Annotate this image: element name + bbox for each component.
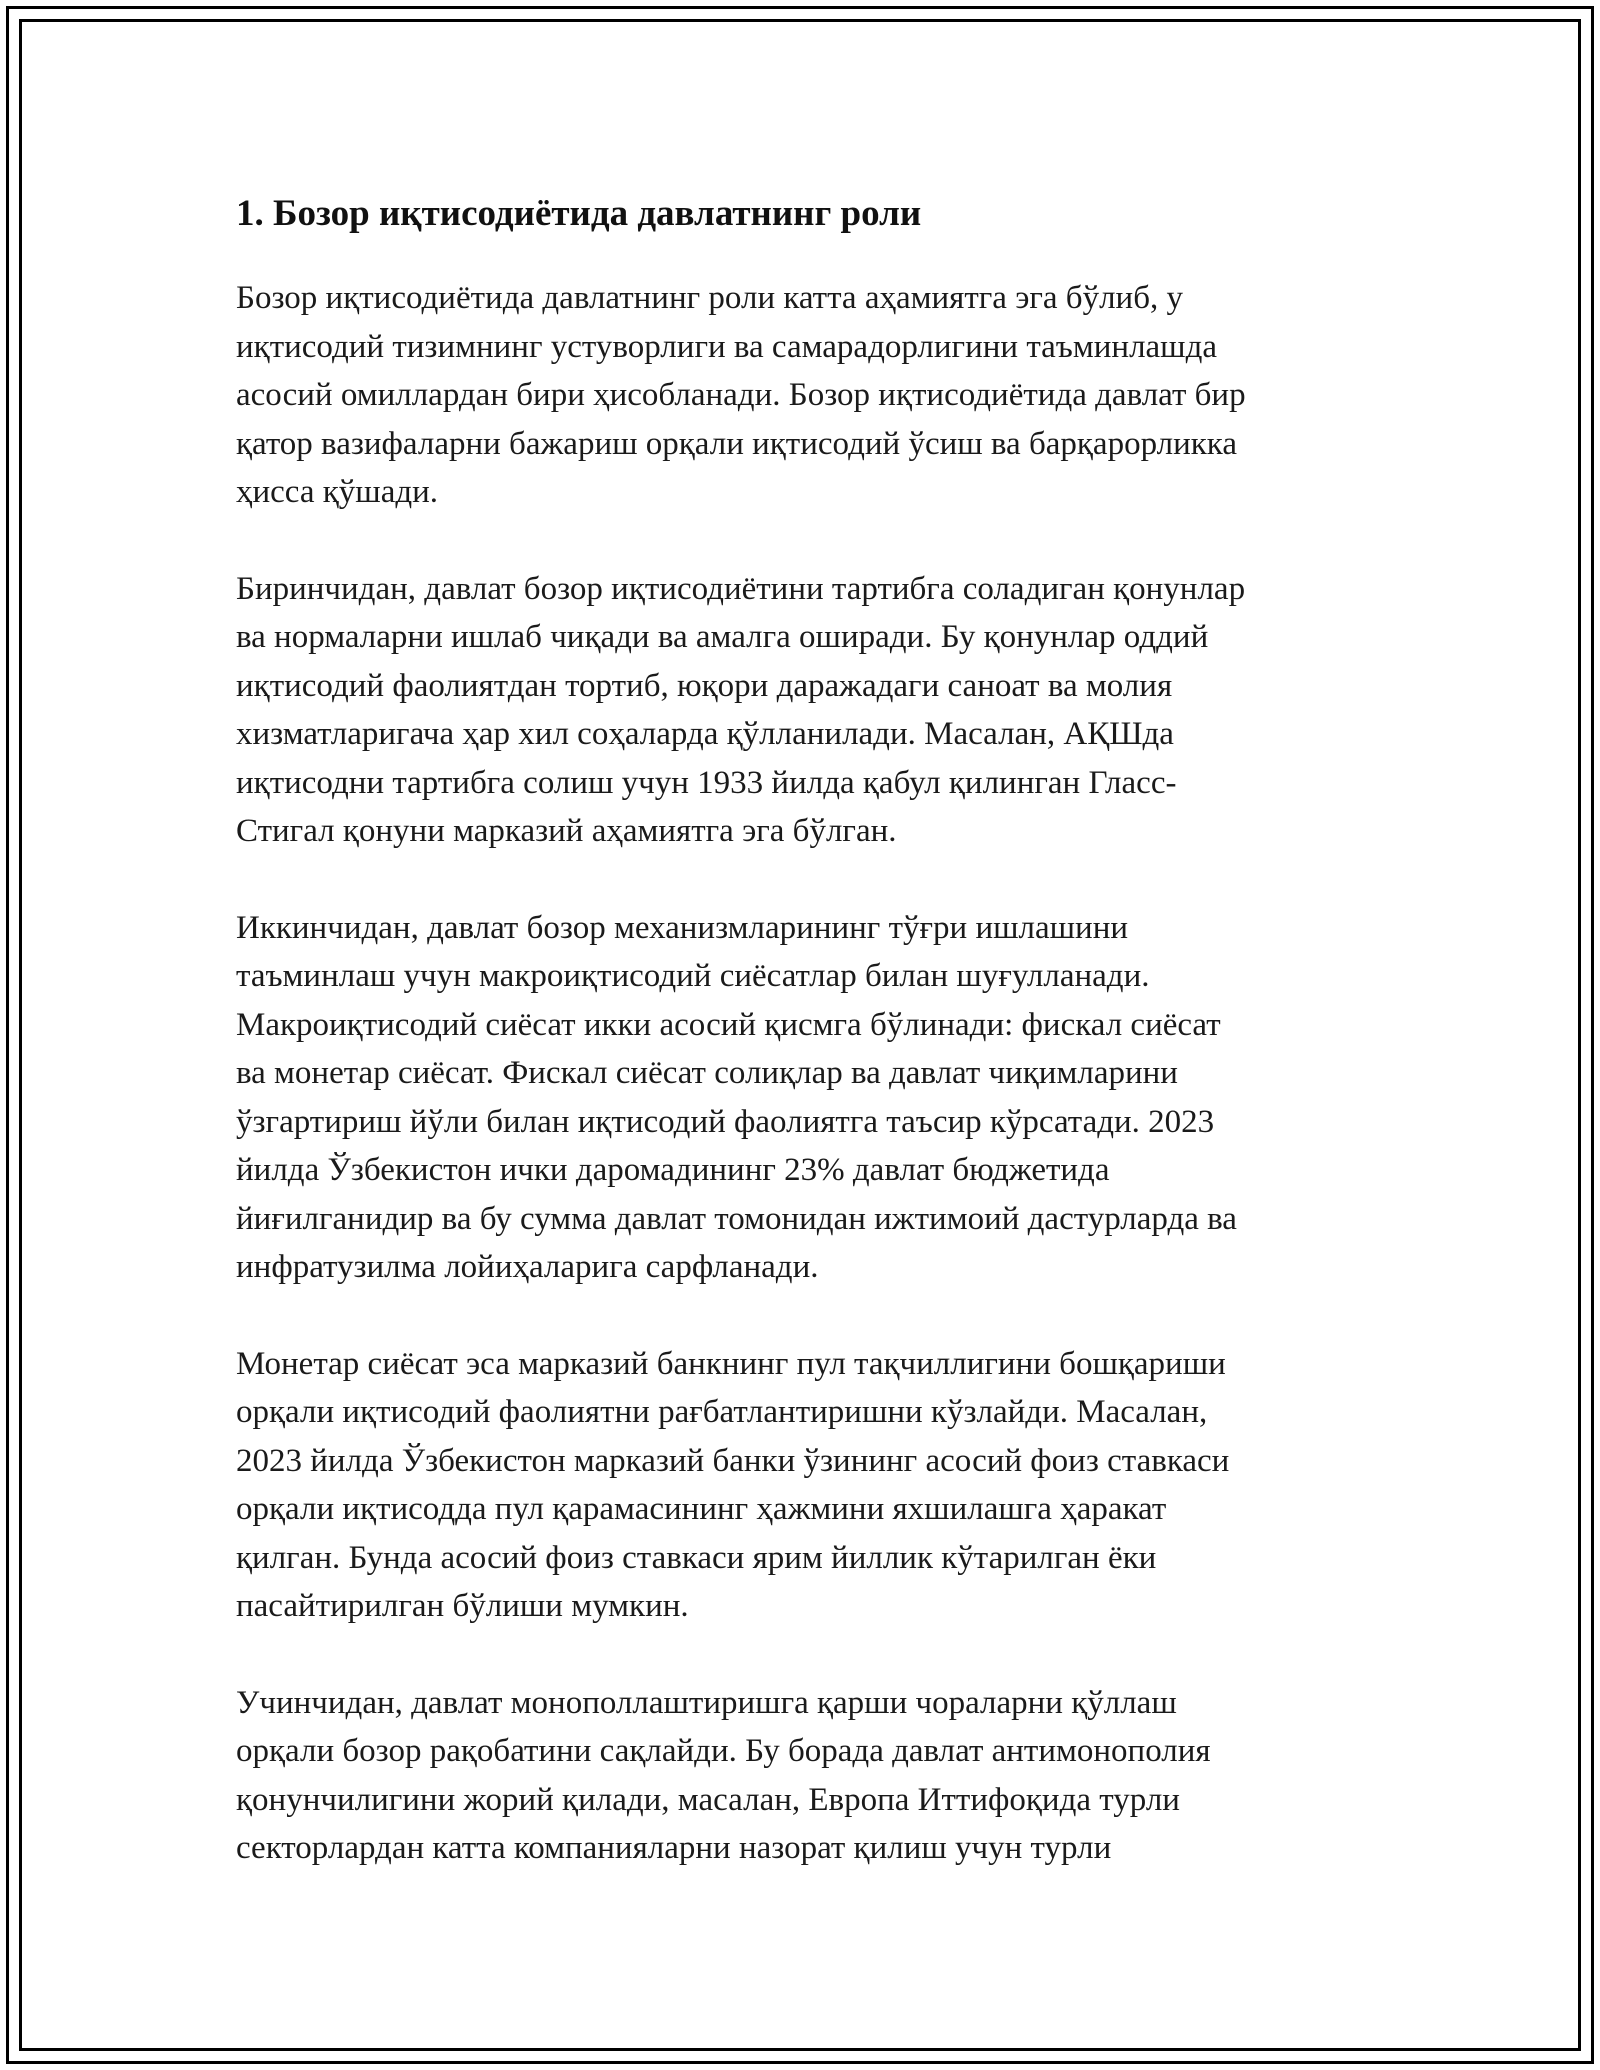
text-line: пасайтирилган бўлиши мумкин. (236, 1588, 689, 1624)
text-line: ҳисса қўшади. (236, 474, 439, 510)
document-body (236, 188, 1376, 1921)
text-line: Учинчидан, давлат монополлаштиришга қарши чораларни қўллаш (236, 1684, 1177, 1721)
text-line: иқтисодни тартибга солиш учун 1933 йилда қабул қилинган Гласс- (236, 764, 1177, 801)
text-line: хизматларигача ҳар хил соҳаларда қўлланилади. Масалан, АҚШда (236, 716, 1174, 752)
text-line: орқали бозор рақобатини сақлайди. Бу борада давлат антимонополия (236, 1733, 1211, 1769)
text-line: ва монетар сиёсат. Фискал сиёсат солиқлар ва давлат чиқимларини (236, 1055, 1178, 1091)
text-line: Монетар сиёсат эса марказий банкнинг пул тақчиллигини бошқариши (236, 1345, 1226, 1382)
paragraph-intro (236, 274, 1376, 517)
text-line: Иккинчидан, давлат бозор механизмларининг тўғри ишлашини (236, 909, 1129, 946)
text-line: Бозор иқтисодиётида давлатнинг роли катта аҳамиятга эга бўлиб, у (236, 280, 1183, 316)
text-line: орқали иқтисодда пул қарамасининг ҳажмини яхшилашга ҳаракат (236, 1491, 1167, 1527)
text-line: ва нормаларни ишлаб чиқади ва амалга оширади. Бу қонунлар оддий (236, 619, 1209, 655)
text-line: Стигал қонуни марказий аҳамиятга эга бўлган. (236, 813, 897, 849)
text-line: асосий омиллардан бири ҳисобланади. Бозор иқтисодиётида давлат бир (236, 377, 1246, 413)
text-line: қатор вазифаларни бажариш орқали иқтисодий ўсиш ва барқарорликка (236, 425, 1237, 462)
text-line: инфратузилма лойиҳаларига сарфланади. (236, 1249, 819, 1285)
section-heading: 1. Бозор иқтисодиётида давлатнинг роли (236, 193, 922, 234)
paragraph-second (236, 904, 1376, 1292)
text-line: секторлардан катта компанияларни назорат қилиш учун турли (236, 1830, 1112, 1866)
paragraph-monetary (236, 1340, 1376, 1631)
text-line: Макроиқтисодий сиёсат икки асосий қисмга бўлинади: фискал сиёсат (236, 1006, 1221, 1043)
text-line: таъминлаш учун макроиқтисодий сиёсатлар билан шуғулланади. (236, 958, 1150, 994)
text-line: Биринчидан, давлат бозор иқтисодиётини тартибга соладиган қонунлар (236, 570, 1246, 607)
text-line: 2023 йилда Ўзбекистон марказий банки ўзининг асосий фоиз ставкаси (236, 1442, 1230, 1479)
text-line: орқали иқтисодий фаолиятни рағбатлантиришни кўзлайди. Масалан, (236, 1394, 1208, 1430)
paragraph-first (236, 565, 1376, 856)
text-line: қонунчилигини жорий қилади, масалан, Европа Иттифоқида турли (236, 1781, 1180, 1818)
text-line: қилган. Бунда асосий фоиз ставкаси ярим йиллик кўтарилган ёки (236, 1539, 1157, 1576)
text-line: иқтисодий тизимнинг устуворлиги ва самарадорлигини таъминлашда (236, 328, 1218, 365)
paragraph-third (236, 1679, 1376, 1873)
text-line: йиғилганидир ва бу сумма давлат томонидан ижтимоий дастурларда ва (236, 1200, 1237, 1237)
text-line: иқтисодий фаолиятдан тортиб, юқори даражадаги саноат ва молия (236, 667, 1173, 704)
text-line: йилда Ўзбекистон ички даромадининг 23% давлат бюджетида (236, 1152, 1110, 1188)
text-line: ўзгартириш йўли билан иқтисодий фаолиятга таъсир кўрсатади. 2023 (236, 1103, 1215, 1140)
